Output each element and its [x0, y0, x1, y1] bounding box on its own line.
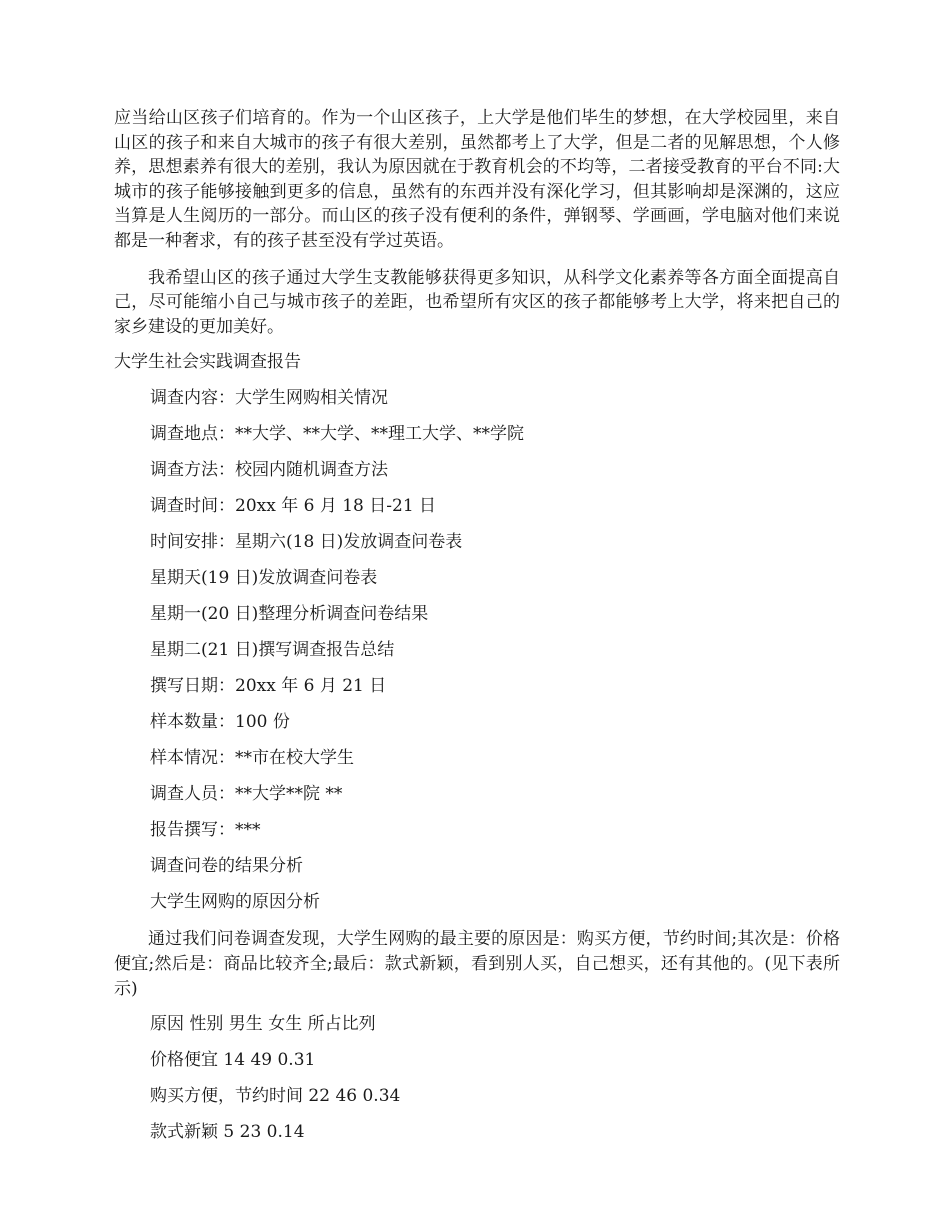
table-row-line: 款式新颖 5 23 0.14	[150, 1122, 305, 1143]
schedule-line: 时间安排：星期六(18 日)发放调查问卷表	[150, 532, 463, 553]
writing-date-line: 撰写日期：20xx 年 6 月 21 日	[150, 676, 387, 697]
document-page	[114, 106, 840, 1157]
sample-count-line: 样本数量：100 份	[150, 712, 290, 733]
report-title: 大学生社会实践调查报告	[114, 352, 301, 373]
survey-location-line: 调查地点：**大学、**大学、**理工大学、**学院	[150, 424, 524, 445]
table-header-line: 原因 性别 男生 女生 所占比列	[150, 1014, 376, 1035]
paragraph-3: 通过我们问卷调查发现，大学生网购的最主要的原因是：购买方便，节约时间;其次是：价格便宜;然后是：商品比较齐全;最后：款式新颖，看到别人买，自己想买，还有其他的。(见下表所示)	[114, 929, 840, 999]
table-row-line: 购买方便，节约时间 22 46 0.34	[150, 1086, 401, 1107]
survey-time-line: 调查时间：20xx 年 6 月 18 日-21 日	[150, 496, 437, 517]
schedule-tuesday-line: 星期二(21 日)撰写调查报告总结	[150, 640, 395, 661]
result-analysis-heading: 调查问卷的结果分析	[150, 856, 303, 877]
schedule-monday-line: 星期一(20 日)整理分析调查问卷结果	[150, 604, 429, 625]
surveyors-line: 调查人员：**大学**院 **	[150, 784, 343, 805]
schedule-sunday-line: 星期天(19 日)发放调查问卷表	[150, 568, 378, 589]
table-row-line: 价格便宜 14 49 0.31	[150, 1050, 316, 1071]
survey-method-line: 调查方法：校园内随机调查方法	[150, 460, 388, 481]
reason-analysis-heading: 大学生网购的原因分析	[150, 892, 320, 913]
survey-content-line: 调查内容：大学生网购相关情况	[150, 388, 388, 409]
paragraph-1: 应当给山区孩子们培育的。作为一个山区孩子，上大学是他们毕生的梦想，在大学校园里，来自山区的孩子和来自大城市的孩子有很大差别，虽然都考上了大学，但是二者的见解思想，个人修养，思想素养有很大的差别，我认为原因就在于教育机会的不均等，二者接受教育的平台不同:大城市的孩子能够接触到更多的信息，虽然有的东西并没有深化学习，但其影响却是深渊的，这应当算是人生阅历的一部分。而山区的孩子没有便利的条件，弹钢琴、学画画，学电脑对他们来说都是一种奢求，有的孩子甚至没有学过英语。	[114, 108, 840, 251]
report-author-line: 报告撰写：***	[150, 820, 261, 841]
sample-situation-line: 样本情况：**市在校大学生	[150, 748, 354, 769]
paragraph-2: 我希望山区的孩子通过大学生支教能够获得更多知识，从科学文化素养等各方面全面提高自己，尽可能缩小自己与城市孩子的差距，也希望所有灾区的孩子都能够考上大学，将来把自己的家乡建设的更加美好。	[114, 267, 840, 337]
